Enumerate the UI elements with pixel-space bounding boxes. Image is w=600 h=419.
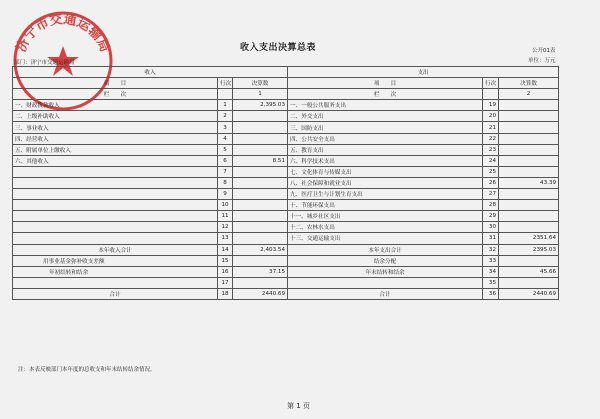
expense-amount-cell: 2351.64 <box>499 233 559 244</box>
expense-amount-cell <box>499 255 559 266</box>
expense-line-cell: 32 <box>483 244 499 255</box>
income-line-cell: 1 <box>218 100 233 111</box>
income-line-cell: 15 <box>218 255 233 266</box>
expense-amount-cell <box>499 166 559 177</box>
footnote: 注：本表反映部门本年度的总收支和年末结转结余情况。 <box>18 367 156 373</box>
expense-amount-header: 决算数 <box>499 78 559 89</box>
expense-line-cell: 27 <box>483 189 499 200</box>
expense-line-cell: 31 <box>483 233 499 244</box>
income-line-cell: 18 <box>218 288 233 299</box>
expense-line-cell: 35 <box>483 277 499 288</box>
department-label: 部门：济宁市交通运输局 <box>14 60 75 66</box>
expense-line-cell: 22 <box>483 133 499 144</box>
income-item-cell: 五、附属单位上缴收入 <box>13 144 218 155</box>
income-line-cell: 13 <box>218 233 233 244</box>
income-line-cell: 12 <box>218 222 233 233</box>
table-row <box>13 211 559 222</box>
income-amount-cell: 2,395.03 <box>233 100 288 111</box>
income-line-cell: 5 <box>218 144 233 155</box>
income-line-cell: 4 <box>218 133 233 144</box>
income-amount-cell: 2,403.54 <box>233 244 288 255</box>
income-line-cell: 17 <box>218 277 233 288</box>
income-amount-cell <box>233 255 288 266</box>
table-row <box>13 177 559 188</box>
expense-amount-cell <box>499 122 559 133</box>
income-line-cell: 10 <box>218 200 233 211</box>
income-item-cell: 六、其他收入 <box>13 155 218 166</box>
income-line-cell: 16 <box>218 266 233 277</box>
expense-item-cell: 年末结转和结余 <box>288 266 483 277</box>
expense-amount-cell: 2395.03 <box>499 244 559 255</box>
table-body <box>13 100 559 300</box>
expense-line-cell: 28 <box>483 200 499 211</box>
expense-line-cell: 36 <box>483 288 499 299</box>
income-item-cell: 二、上级补助收入 <box>13 111 218 122</box>
table-row <box>13 266 559 277</box>
expense-amount-cell <box>499 222 559 233</box>
income-line-cell: 7 <box>218 166 233 177</box>
income-line-cell: 2 <box>218 111 233 122</box>
income-amount-cell: 8.51 <box>233 155 288 166</box>
expense-item-cell: 十一、城乡社区支出 <box>288 211 483 222</box>
expense-item-cell: 五、教育支出 <box>288 144 483 155</box>
table-row <box>13 189 559 200</box>
income-line-cell: 9 <box>218 189 233 200</box>
expense-item-cell: 合计 <box>288 288 483 299</box>
expense-line-cell: 26 <box>483 177 499 188</box>
expense-line-cell: 25 <box>483 166 499 177</box>
expense-column-label: 栏 次 <box>288 89 483 100</box>
table-row <box>13 233 559 244</box>
income-item-cell <box>13 166 218 177</box>
expense-line-cell: 29 <box>483 211 499 222</box>
expense-item-cell: 十、节能环保支出 <box>288 200 483 211</box>
expense-item-cell: 十三、交通运输支出 <box>288 233 483 244</box>
income-line-cell: 11 <box>218 211 233 222</box>
table-row <box>13 255 559 266</box>
income-item-cell: 本年收入合计 <box>13 244 218 255</box>
expense-line-cell: 20 <box>483 111 499 122</box>
income-line-cell: 6 <box>218 155 233 166</box>
expense-line-cell: 19 <box>483 100 499 111</box>
expense-line-cell: 34 <box>483 266 499 277</box>
table-header-row <box>13 78 559 89</box>
income-item-cell: 三、事业收入 <box>13 122 218 133</box>
expense-item-cell: 三、国防支出 <box>288 122 483 133</box>
income-item-cell: 用事业基金弥补收支差额 <box>13 255 218 266</box>
seal-text: 济宁市交通运输局 <box>13 12 113 55</box>
table-row <box>13 144 559 155</box>
table-row <box>13 111 559 122</box>
table-row <box>13 222 559 233</box>
expense-item-cell: 本年支出合计 <box>288 244 483 255</box>
expense-item-cell: 七、文化体育与传媒支出 <box>288 166 483 177</box>
expense-item-cell: 二、外交支出 <box>288 111 483 122</box>
income-item-cell: 四、经营收入 <box>13 133 218 144</box>
income-amount-header: 决算数 <box>233 78 288 89</box>
expense-amount-cell <box>499 189 559 200</box>
expense-amount-cell <box>499 100 559 111</box>
table-cell <box>483 89 499 100</box>
table-row <box>13 244 559 255</box>
page-number: 第 1 页 <box>287 402 310 410</box>
report-title: 收入支出决算总表 <box>240 43 317 53</box>
income-item-cell <box>13 177 218 188</box>
expense-amount-cell <box>499 111 559 122</box>
income-line-cell: 8 <box>218 177 233 188</box>
income-amount-cell <box>233 111 288 122</box>
income-item-cell <box>13 222 218 233</box>
expense-item-cell: 八、社会保障和就业支出 <box>288 177 483 188</box>
expense-header: 支出 <box>288 67 559 78</box>
income-amount-cell <box>233 222 288 233</box>
expense-line-cell: 24 <box>483 155 499 166</box>
income-line-cell: 3 <box>218 122 233 133</box>
expense-amount-cell <box>499 277 559 288</box>
table-row <box>13 200 559 211</box>
income-item-cell: 合计 <box>13 288 218 299</box>
expense-line-cell: 23 <box>483 144 499 155</box>
income-header: 收入 <box>13 67 288 78</box>
income-item-cell <box>13 189 218 200</box>
expense-amount-cell <box>499 211 559 222</box>
unit-label: 单位：万元 <box>528 58 556 64</box>
table-header-row <box>13 89 559 100</box>
income-item-cell <box>13 277 218 288</box>
table-row <box>13 100 559 111</box>
income-amount-cell <box>233 233 288 244</box>
expense-amount-cell <box>499 133 559 144</box>
income-amount-cell <box>233 122 288 133</box>
income-line-cell: 14 <box>218 244 233 255</box>
income-amount-cell <box>233 177 288 188</box>
table-header-row <box>13 67 559 78</box>
income-item-cell: 一、财政拨款收入 <box>13 100 218 111</box>
expense-amount-cell: 43.39 <box>499 177 559 188</box>
income-item-cell <box>13 211 218 222</box>
income-item-cell <box>13 200 218 211</box>
income-amount-cell <box>233 133 288 144</box>
expense-line-cell: 33 <box>483 255 499 266</box>
table-row <box>13 122 559 133</box>
income-line-header: 行次 <box>218 78 233 89</box>
table-row <box>13 155 559 166</box>
expense-item-cell: 一、一般公共服务支出 <box>288 100 483 111</box>
income-amount-cell <box>233 166 288 177</box>
expense-item-cell: 四、公共安全支出 <box>288 133 483 144</box>
income-expense-table <box>12 66 559 300</box>
income-item-header: 项 目 <box>13 78 218 89</box>
expense-column-number: 2 <box>499 89 559 100</box>
expense-item-cell: 十二、农林水支出 <box>288 222 483 233</box>
expense-line-header: 行次 <box>483 78 499 89</box>
expense-amount-cell <box>499 200 559 211</box>
income-amount-cell <box>233 144 288 155</box>
expense-item-cell: 结余分配 <box>288 255 483 266</box>
expense-item-cell: 六、科学技术支出 <box>288 155 483 166</box>
form-number: 公开01表 <box>532 48 556 54</box>
table-row <box>13 277 559 288</box>
income-column-label: 栏 次 <box>13 89 218 100</box>
table-cell <box>218 89 233 100</box>
expense-amount-cell: 45.66 <box>499 266 559 277</box>
income-amount-cell <box>233 189 288 200</box>
expense-item-cell: 九、医疗卫生与计划生育支出 <box>288 189 483 200</box>
table-row <box>13 166 559 177</box>
expense-amount-cell <box>499 155 559 166</box>
income-item-cell: 年初结转和结余 <box>13 266 218 277</box>
income-amount-cell <box>233 211 288 222</box>
income-amount-cell <box>233 200 288 211</box>
expense-item-header: 项 目 <box>288 78 483 89</box>
income-amount-cell: 2440.69 <box>233 288 288 299</box>
expense-amount-cell <box>499 144 559 155</box>
income-item-cell <box>13 233 218 244</box>
expense-amount-cell: 2440.69 <box>499 288 559 299</box>
expense-line-cell: 30 <box>483 222 499 233</box>
table-row <box>13 133 559 144</box>
income-amount-cell: 37.15 <box>233 266 288 277</box>
table-row <box>13 288 559 299</box>
expense-item-cell <box>288 277 483 288</box>
expense-line-cell: 21 <box>483 122 499 133</box>
income-amount-cell <box>233 277 288 288</box>
income-column-number: 1 <box>233 89 288 100</box>
